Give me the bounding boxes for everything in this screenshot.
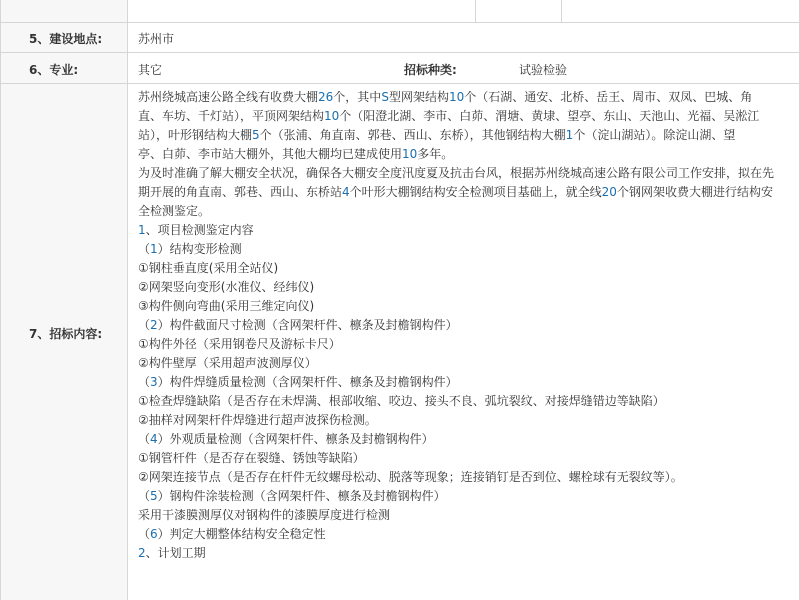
content-line: ②构件壁厚（采用超声波测厚仪） (138, 356, 317, 370)
number-highlight: 10 (324, 109, 340, 123)
number-highlight: 1 (150, 242, 158, 256)
column-divider (561, 0, 562, 22)
number-highlight: 4 (342, 185, 350, 199)
number-highlight: 10 (402, 147, 418, 161)
content-line: 为及时准确了解大棚安全状况，确保各大棚安全度汛度夏及抗击台风，根据苏州绕城高速公路有限公司工作安排，拟在先 (138, 166, 775, 180)
row-divider (1, 83, 799, 84)
content-line: ①钢管杆件（是否存在裂缝、锈蚀等缺陷） (138, 451, 365, 465)
number-highlight: 2 (150, 318, 158, 332)
number-highlight: 5 (252, 128, 260, 142)
content-line: （5）钢构件涂装检测（含网架杆件、檩条及封檐钢构件） (138, 489, 446, 503)
content-line: 站），叶形钢结构大棚5个（张浦、角直南、郭巷、西山、东桥），其他钢结构大棚1个（淀山湖站）。除淀山湖、望 (138, 128, 736, 142)
content-line: ①钢柱垂直度(采用全站仪) (138, 261, 279, 275)
content-line: （6）判定大棚整体结构安全稳定性 (138, 527, 326, 541)
number-highlight: 20 (601, 185, 617, 199)
tender-type-value: 试验检验 (519, 63, 568, 77)
content-line: 直、车坊、千灯站），平顶网架结构10个（阳澄北湖、李市、白茆、渭塘、黄埭、望亭、东山、天池山、光福、吴淞江 (138, 109, 760, 123)
number-highlight: 6 (150, 527, 158, 541)
specialty-value: 其它 (138, 63, 163, 77)
content-line: 采用干漆膜测厚仪对钢构件的漆膜厚度进行检测 (138, 508, 391, 522)
number-highlight: 1 (565, 128, 574, 142)
number-highlight: 1 (138, 223, 146, 237)
number-highlight: 3 (150, 375, 158, 389)
content-line: （3）构件焊缝质量检测（含网架杆件、檩条及封檐钢构件） (138, 375, 458, 389)
content-line: 2、计划工期 (138, 546, 206, 560)
specialty-label: 6、专业: (29, 63, 79, 77)
content-label-cell (1, 84, 127, 600)
row-divider (1, 22, 799, 23)
location-label: 5、建设地点: (29, 32, 103, 46)
content-line: 亭、白茆、李市站大棚外，其他大棚均已建成使用10多年。 (138, 147, 454, 161)
number-highlight: 26 (318, 90, 334, 104)
number-highlight: 5 (150, 489, 158, 503)
content-label: 7、招标内容: (29, 327, 103, 341)
content-line: ①检查焊缝缺陷（是否存在未焊满、根部收缩、咬边、接头不良、弧坑裂纹、对接焊缝错边等缺陷） (138, 394, 665, 408)
content-line: （1）结构变形检测 (138, 242, 242, 256)
number-highlight: 2 (138, 546, 146, 560)
tender-content (138, 88, 788, 563)
row-divider (1, 52, 799, 53)
number-highlight: 4 (150, 432, 158, 446)
content-line: （2）构件截面尺寸检测（含网架杆件、檩条及封檐钢构件） (138, 318, 458, 332)
content-line: ①构件外径（采用钢卷尺及游标卡尺） (138, 337, 341, 351)
content-line: ③构件侧向弯曲(采用三维定向仪) (138, 299, 315, 313)
content-line: 苏州绕城高速公路全线有收费大棚26个，其中S型网架结构10个（石湖、通安、北桥、岳王、周市、双凤、巴城、角 (138, 90, 753, 104)
content-line: ②网架连接节点（是否存在杆件无纹螺母松动、脱落等现象；连接销钉是否到位、螺栓球有无裂纹等）。 (138, 470, 683, 484)
number-highlight: S (381, 90, 389, 104)
content-line: 全检测鉴定。 (138, 204, 211, 218)
tender-type-label: 招标种类: (404, 63, 457, 77)
prev-row-label-cell (1, 0, 127, 22)
content-line: ②抽样对网架杆件焊缝进行超声波探伤检测。 (138, 413, 377, 427)
content-line: （4）外观质量检测（含网架杆件、檩条及封檐钢构件） (138, 432, 434, 446)
location-value: 苏州市 (138, 32, 175, 46)
column-divider (127, 0, 128, 600)
column-divider (475, 0, 476, 22)
number-highlight: 10 (448, 90, 465, 104)
content-line: 期开展的角直南、郭巷、西山、东桥站4个叶形大棚钢结构安全检测项目基础上，就全线20个钢网架收费大棚进行结构安 (138, 185, 773, 199)
content-line: 1、项目检测鉴定内容 (138, 223, 254, 237)
content-line: ②网架竖向变形(水准仪、经纬仪) (138, 280, 315, 294)
